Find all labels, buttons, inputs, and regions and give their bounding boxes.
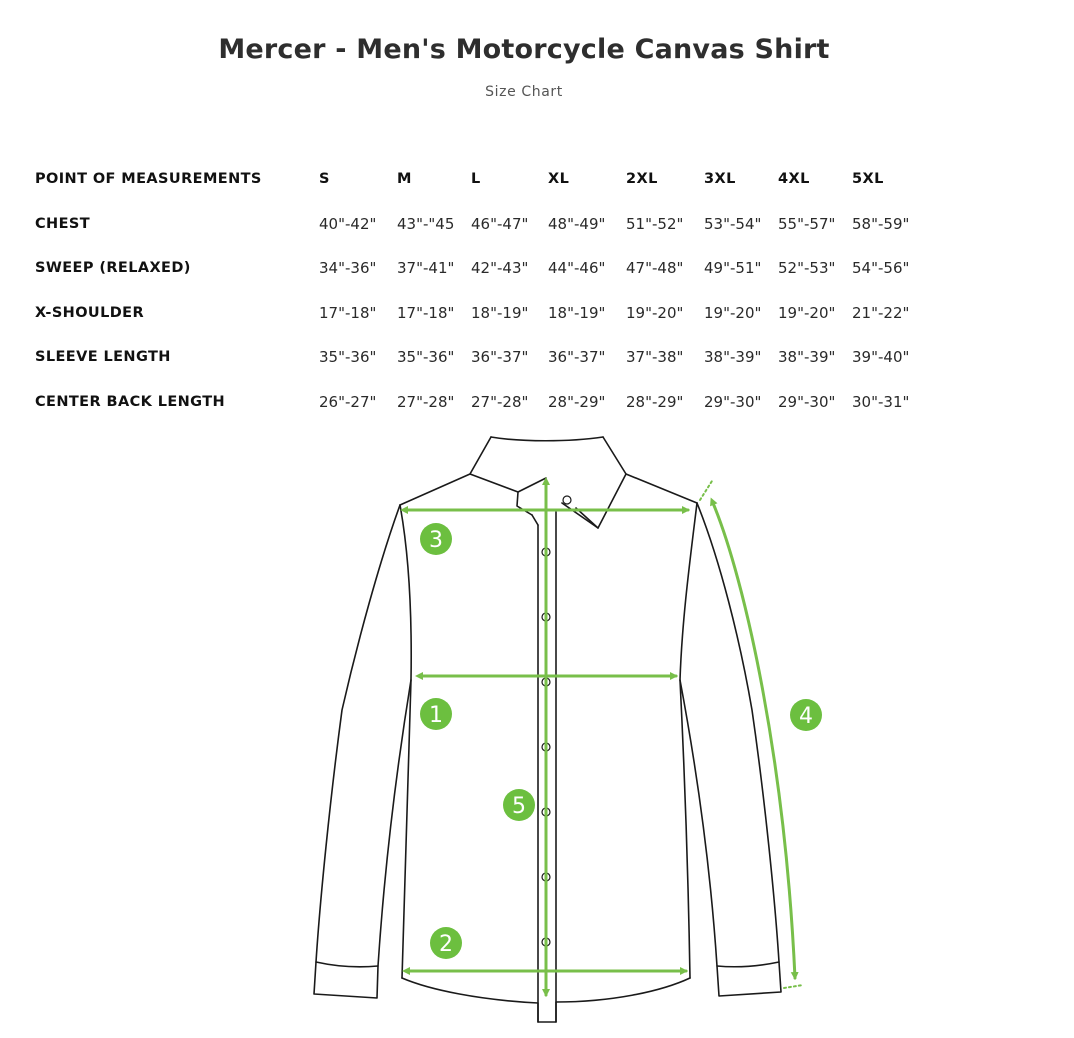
table-cell: 29"-30"	[778, 392, 836, 411]
marker-badges	[420, 523, 822, 959]
table-cell: 28"-29"	[626, 392, 684, 411]
table-cell: 17"-18"	[319, 303, 377, 322]
table-cell: 27"-28"	[471, 392, 529, 411]
table-cell: 51"-52"	[626, 214, 684, 233]
table-cell: 19"-20"	[626, 303, 684, 322]
marker-badge-4	[790, 699, 822, 731]
row-label: SWEEP (RELAXED)	[35, 260, 191, 277]
table-cell: 54"-56"	[852, 259, 910, 278]
table-cell: 34"-36"	[319, 259, 377, 278]
table-cell: 19"-20"	[778, 303, 836, 322]
row-label: X-SHOULDER	[35, 304, 145, 321]
table-cell: 26"-27"	[319, 392, 377, 411]
marker-badge-5	[503, 789, 535, 821]
marker-label: 5	[512, 794, 526, 819]
header-size-5xl: 5XL	[852, 171, 884, 188]
table-cell: 29"-30"	[704, 392, 762, 411]
marker-badge-1	[420, 698, 452, 730]
header-size-l: L	[471, 171, 481, 188]
table-cell: 35"-36"	[397, 348, 455, 367]
header-size-3xl: 3XL	[704, 171, 736, 188]
header-size-s: S	[319, 171, 330, 188]
marker-badge-2	[430, 927, 462, 959]
table-cell: 35"-36"	[319, 348, 377, 367]
table-cell: 47"-48"	[626, 259, 684, 278]
table-cell: 37"-41"	[397, 259, 455, 278]
table-row	[24, 380, 921, 425]
marker-badge-3	[420, 523, 452, 555]
table-row	[24, 246, 921, 291]
table-cell: 38"-39"	[778, 348, 836, 367]
table-cell: 53"-54"	[704, 214, 762, 233]
table-cell: 36"-37"	[548, 348, 606, 367]
row-label: SLEEVE LENGTH	[35, 349, 171, 366]
marker-label: 3	[429, 528, 443, 553]
table-cell: 46"-47"	[471, 214, 529, 233]
table-row	[24, 291, 921, 336]
table-cell: 39"-40"	[852, 348, 910, 367]
table-cell: 44"-46"	[548, 259, 606, 278]
table-cell: 37"-38"	[626, 348, 684, 367]
row-label: CENTER BACK LENGTH	[35, 393, 226, 410]
table-cell: 48"-49"	[548, 214, 606, 233]
table-cell: 18"-19"	[471, 303, 529, 322]
table-cell: 38"-39"	[704, 348, 762, 367]
table-cell: 17"-18"	[397, 303, 455, 322]
header-size-m: M	[397, 171, 412, 188]
marker-label: 1	[429, 703, 443, 728]
table-cell: 43"-"45	[397, 214, 455, 233]
measurement-lines	[406, 483, 795, 995]
shirt-measurement-diagram	[300, 425, 840, 1035]
table-cell: 52"-53"	[778, 259, 836, 278]
table-cell: 30"-31"	[852, 392, 910, 411]
table-header-row	[24, 157, 921, 202]
table-cell: 27"-28"	[397, 392, 455, 411]
table-cell: 55"-57"	[778, 214, 836, 233]
page-title: Mercer - Men's Motorcycle Canvas Shirt	[218, 34, 830, 65]
collar-button-icon	[563, 496, 571, 504]
table-cell: 58"-59"	[852, 214, 910, 233]
table-row	[24, 335, 921, 380]
row-label: CHEST	[35, 215, 91, 232]
table-cell: 21"-22"	[852, 303, 910, 322]
table-cell: 18"-19"	[548, 303, 606, 322]
table-cell: 28"-29"	[548, 392, 606, 411]
marker-label: 2	[439, 932, 453, 957]
table-row	[24, 202, 921, 247]
header-size-4xl: 4XL	[778, 171, 810, 188]
table-cell: 36"-37"	[471, 348, 529, 367]
sleeve-measure-line	[713, 503, 795, 978]
page-subtitle: Size Chart	[485, 84, 563, 100]
header-size-xl: XL	[548, 171, 570, 188]
size-chart-table	[24, 157, 921, 424]
header-label: POINT OF MEASUREMENTS	[35, 171, 262, 188]
table-cell: 42"-43"	[471, 259, 529, 278]
table-cell: 40"-42"	[319, 214, 377, 233]
header-size-2xl: 2XL	[626, 171, 658, 188]
table-cell: 19"-20"	[704, 303, 762, 322]
table-cell: 49"-51"	[704, 259, 762, 278]
marker-label: 4	[799, 704, 813, 729]
